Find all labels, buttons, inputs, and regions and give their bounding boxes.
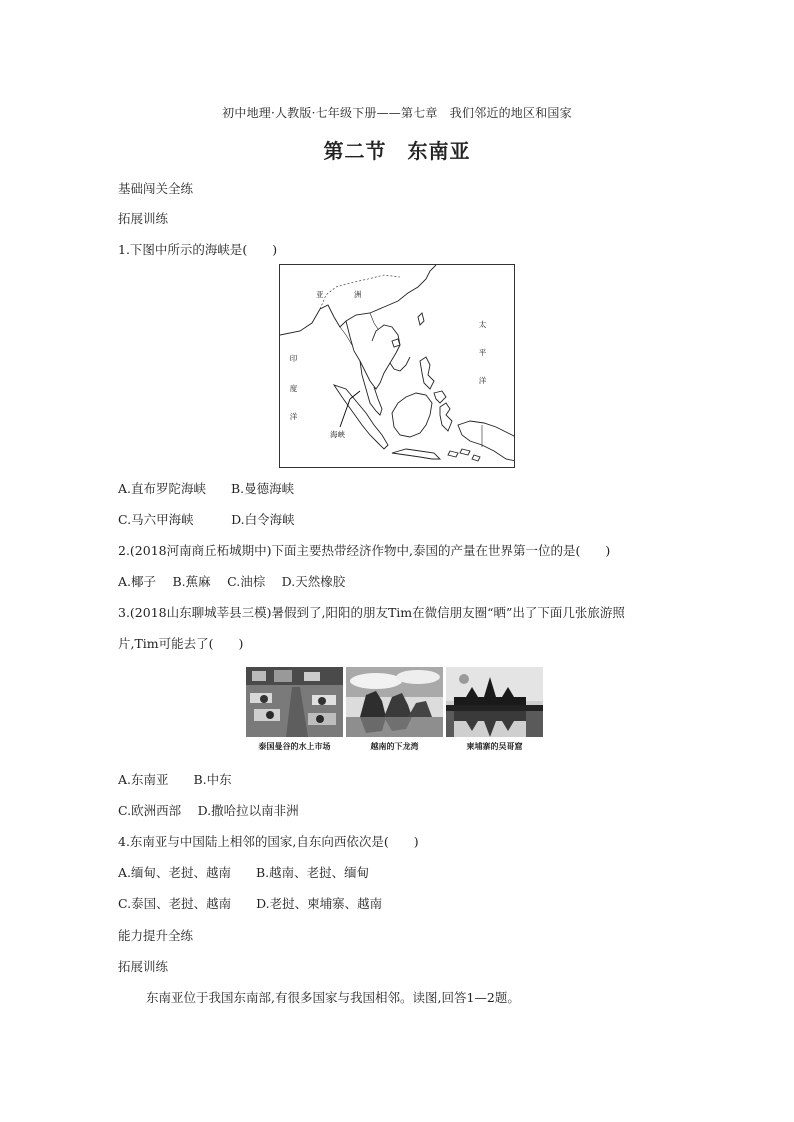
section-ability-sub: 拓展训练: [118, 959, 169, 974]
page-header: 初中地理·人教版·七年级下册——第七章 我们邻近的地区和国家: [222, 106, 572, 120]
caption-angkor-wat: 柬埔寨的吴哥窟: [466, 742, 523, 751]
caption-floating-market: 泰国曼谷的水上市场: [258, 742, 331, 751]
q1-options-row1: A.直布罗陀海峡 B.曼德海峡: [118, 481, 295, 496]
travel-photos: [246, 667, 548, 753]
map-label-asia-1: 亚: [316, 290, 324, 299]
q4-options-row2: C.泰国、老挝、越南 D.老挝、柬埔寨、越南: [118, 896, 383, 911]
section-ability: 能力提升全练: [118, 928, 194, 943]
photo-halong-bay: [346, 667, 443, 737]
q3-options-row2: C.欧洲西部 D.撒哈拉以南非洲: [118, 803, 299, 818]
southeast-asia-map: [279, 264, 515, 468]
map-label-pacific-3: 洋: [478, 376, 487, 385]
map-label-indian-1: 印: [289, 354, 298, 363]
map-label-pacific-1: 太: [478, 320, 487, 329]
q1-options-row2: C.马六甲海峡 D.白令海峡: [118, 512, 295, 527]
photo-angkor-wat: [446, 667, 543, 737]
q2-options: A.椰子 B.蕉麻 C.油棕 D.天然橡胶: [118, 574, 346, 589]
section-basic-sub: 拓展训练: [118, 211, 169, 226]
q1-stem: 1.下图中所示的海峡是( ): [118, 242, 278, 257]
map-label-asia-2: 洲: [354, 290, 362, 299]
q3-options-row1: A.东南亚 B.中东: [118, 772, 232, 787]
q2-stem: 2.(2018河南商丘柘城期中)下面主要热带经济作物中,泰国的产量在世界第一位的是( ): [118, 543, 611, 558]
intro-paragraph: 东南亚位于我国东南部,有很多国家与我国相邻。读图,回答1—2题。: [146, 990, 520, 1005]
map-label-strait: 海峡: [330, 430, 345, 439]
q3-stem-line1: 3.(2018山东聊城莘县三模)暑假到了,阳阳的朋友Tim在微信朋友圈“晒”出了下面几张旅游照: [118, 605, 625, 620]
q3-stem-line2: 片,Tim可能去了( ): [118, 636, 244, 651]
page-title: 第二节 东南亚: [323, 139, 471, 163]
caption-halong-bay: 越南的下龙湾: [370, 742, 419, 751]
map-label-indian-3: 洋: [289, 412, 298, 421]
map-label-pacific-2: 平: [478, 348, 487, 357]
map-label-indian-2: 度: [289, 384, 298, 393]
q4-stem: 4.东南亚与中国陆上相邻的国家,自东向西依次是( ): [118, 834, 419, 849]
section-basic: 基础闯关全练: [118, 181, 194, 196]
q4-options-row1: A.缅甸、老挝、越南 B.越南、老挝、缅甸: [118, 865, 370, 880]
photo-floating-market: [246, 667, 343, 737]
